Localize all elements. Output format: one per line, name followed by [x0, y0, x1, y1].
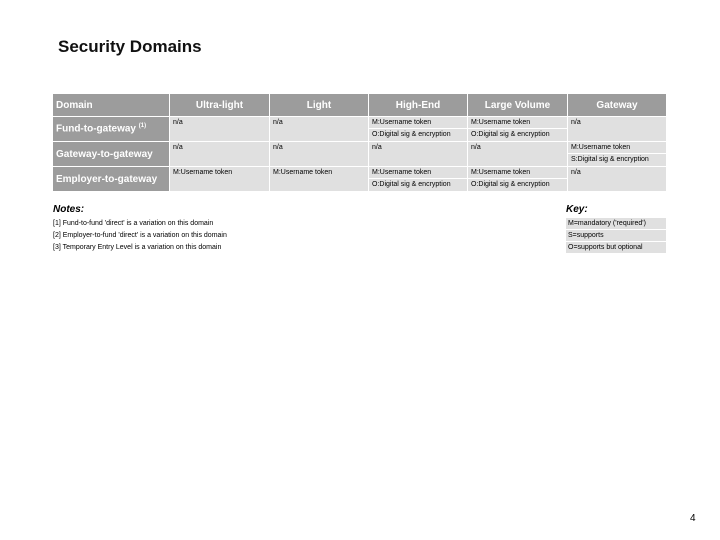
domain-label: Fund-to-gateway	[56, 123, 136, 135]
table-cell	[369, 117, 468, 142]
cell-text: n/a	[173, 119, 183, 126]
table-cell	[468, 167, 568, 192]
note-item: [3] Temporary Entry Level is a variation on this domain	[53, 244, 222, 251]
cell-text: O:Digital sig & encryption	[468, 178, 567, 190]
cell-text: M:Username token	[471, 169, 531, 176]
cell-text: S:Digital sig & encryption	[568, 153, 666, 165]
table-row	[53, 117, 667, 142]
column-header-ultra-light: Ultra-light	[170, 94, 270, 117]
key-item: O=supports but optional	[566, 242, 666, 254]
table-cell	[170, 167, 270, 192]
cell-text: n/a	[372, 144, 382, 151]
row-header-domain	[53, 117, 170, 142]
table-row	[53, 142, 667, 167]
security-domains-table	[52, 93, 667, 192]
key-section	[566, 204, 666, 254]
cell-text: M:Username token	[571, 144, 631, 151]
page-number: 4	[690, 513, 696, 524]
cell-text: n/a	[471, 144, 481, 151]
table-cell	[568, 117, 667, 142]
note-item: [1] Fund-to-fund 'direct' is a variation on this domain	[53, 220, 214, 227]
table-cell	[468, 142, 568, 167]
column-header-domain: Domain	[53, 94, 170, 117]
table-cell	[170, 117, 270, 142]
cell-text: M:Username token	[372, 119, 432, 126]
cell-text: n/a	[273, 119, 283, 126]
table-cell	[369, 167, 468, 192]
table-cell	[270, 117, 369, 142]
footnote-marker: (1)	[138, 123, 147, 130]
table-header-row	[53, 94, 667, 117]
key-title: Key:	[566, 204, 588, 215]
cell-text: M:Username token	[273, 169, 333, 176]
table-cell	[270, 142, 369, 167]
cell-text: O:Digital sig & encryption	[369, 178, 467, 190]
notes-title: Notes:	[53, 204, 85, 215]
page-title: Security Domains	[58, 37, 202, 56]
domain-label: Gateway-to-gateway	[56, 148, 153, 160]
row-header-domain	[53, 142, 170, 167]
cell-text: M:Username token	[372, 169, 432, 176]
cell-text: M:Username token	[173, 169, 233, 176]
cell-text: n/a	[173, 144, 183, 151]
column-header-light: Light	[270, 94, 369, 117]
cell-text: n/a	[571, 169, 581, 176]
domain-label: Employer-to-gateway	[56, 173, 158, 185]
notes-section	[53, 204, 227, 254]
note-item: [2] Employer-to-fund 'direct' is a variation on this domain	[53, 232, 227, 239]
cell-text: O:Digital sig & encryption	[468, 128, 567, 140]
table-cell	[568, 142, 667, 167]
row-header-domain	[53, 167, 170, 192]
table-cell	[270, 167, 369, 192]
table-row	[53, 167, 667, 192]
column-header-gateway: Gateway	[568, 94, 667, 117]
key-item: M=mandatory ('required')	[566, 218, 666, 230]
cell-text: M:Username token	[471, 119, 531, 126]
table-cell	[568, 167, 667, 192]
table-cell	[468, 117, 568, 142]
cell-text: O:Digital sig & encryption	[369, 128, 467, 140]
table-cell	[170, 142, 270, 167]
table-cell	[369, 142, 468, 167]
cell-text: n/a	[273, 144, 283, 151]
column-header-large-volume: Large Volume	[468, 94, 568, 117]
cell-text: n/a	[571, 119, 581, 126]
column-header-high-end: High-End	[369, 94, 468, 117]
key-item: S=supports	[566, 230, 666, 242]
